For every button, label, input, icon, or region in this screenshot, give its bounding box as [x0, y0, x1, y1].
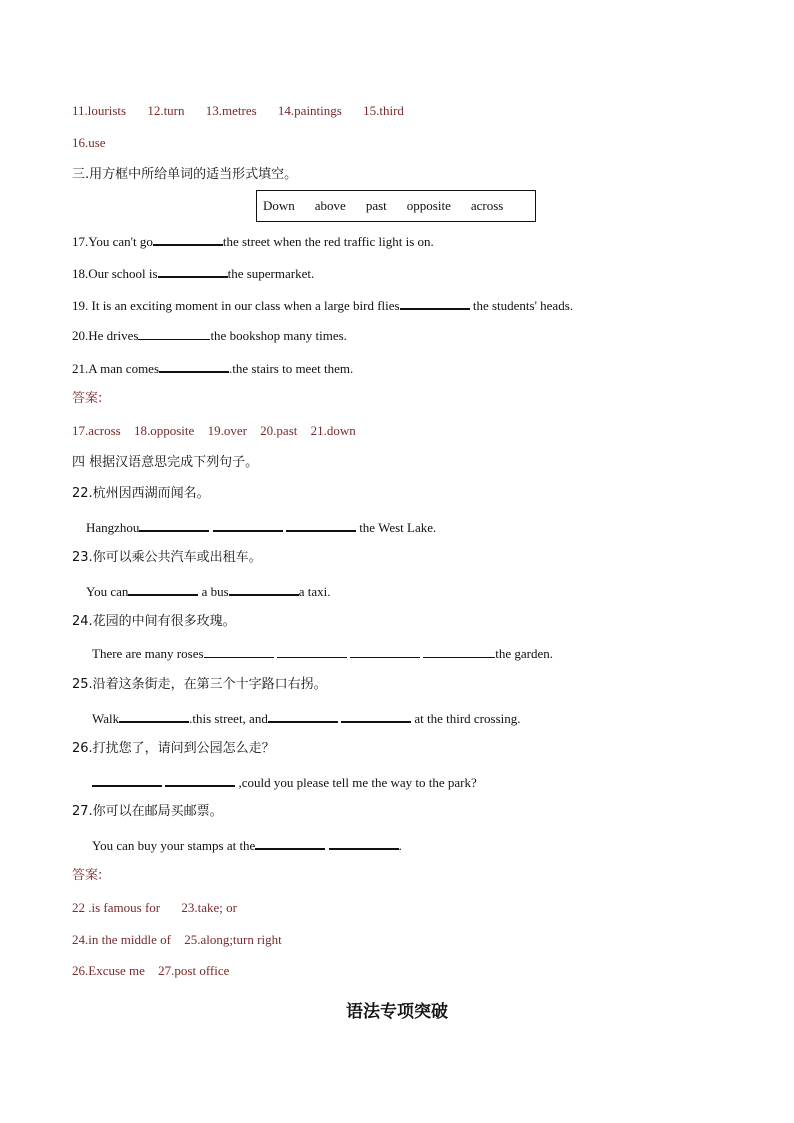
question-23: [86, 582, 331, 600]
answer-item: 20.past: [260, 423, 298, 438]
answer-item: 22 .is famous for: [72, 900, 161, 915]
word-box-item: past: [365, 198, 387, 213]
question-24: [92, 645, 553, 662]
question-18: [72, 264, 314, 282]
answer-item: 27.post office: [158, 963, 230, 978]
question-text: .this street, and: [189, 711, 268, 726]
question-text: There are many roses: [92, 646, 204, 661]
answer-item: 19.over: [207, 423, 247, 438]
answer-item: 15.third: [363, 103, 404, 118]
question-22-chinese: 22.杭州因西湖而闻名。: [72, 486, 210, 501]
question-text: Hangzhou: [86, 520, 140, 535]
question-text: the street when the red traffic light is on.: [222, 234, 434, 249]
question-27: [92, 836, 402, 854]
answer-blank[interactable]: [165, 773, 235, 787]
question-text: .: [398, 838, 402, 853]
question-text: .the stairs to meet them.: [229, 361, 354, 376]
word-box: [256, 190, 536, 222]
answer-blank[interactable]: [229, 582, 299, 596]
question-text: at the third crossing.: [414, 711, 521, 726]
question-26: [92, 773, 477, 791]
answer-blank[interactable]: [138, 327, 210, 340]
question-text: the supermarket.: [227, 266, 315, 281]
answer-blank[interactable]: [423, 645, 495, 658]
answers-row-16: 16.use: [72, 135, 106, 150]
question-text: the students' heads.: [472, 298, 574, 313]
question-22: [86, 518, 436, 536]
answers-row-26-27: [72, 963, 239, 979]
question-25: [92, 709, 521, 727]
question-text: a bus: [201, 584, 229, 599]
answer-item: 13.metres: [205, 103, 257, 118]
question-text: 17.You can't go: [72, 234, 153, 249]
answer-blank[interactable]: [128, 582, 198, 596]
answer-blank[interactable]: [350, 645, 420, 658]
answer-blank[interactable]: [204, 645, 274, 658]
answer-item: 23.take; or: [181, 900, 237, 915]
answer-item: 24.in the middle of: [72, 932, 171, 947]
answer-blank[interactable]: [268, 709, 338, 723]
word-box-item: across: [470, 198, 504, 213]
section-3-title: 三.用方框中所给单词的适当形式填空。: [72, 167, 298, 182]
answer-label: 答案:: [72, 391, 103, 406]
question-text: You can buy your stamps at the: [92, 838, 256, 853]
question-text: 19. It is an exciting moment in our class when a large bird flies: [72, 298, 400, 313]
answer-blank[interactable]: [400, 296, 470, 310]
answer-item: 17.across: [72, 423, 121, 438]
answer-label: 答案:: [72, 868, 103, 883]
question-23-chinese: 23.你可以乘公共汽车或出租车。: [72, 550, 262, 565]
question-17: [72, 232, 434, 250]
answers-row-24-25: [72, 932, 292, 948]
question-text: 20.He drives: [72, 328, 139, 343]
word-box-item: Down: [263, 198, 295, 213]
question-text: Walk: [92, 711, 120, 726]
question-text: You can: [86, 584, 129, 599]
answer-blank[interactable]: [92, 773, 162, 787]
answer-item: 14.paintings: [277, 103, 342, 118]
question-text: 18.Our school is: [72, 266, 158, 281]
word-box-item: above: [314, 198, 346, 213]
question-24-chinese: 24.花园的中间有很多玫瑰。: [72, 614, 236, 629]
answer-blank[interactable]: [153, 232, 223, 246]
answer-item: 11.lourists: [72, 103, 127, 118]
word-box-item: opposite: [406, 198, 451, 213]
answer-blank[interactable]: [158, 264, 228, 278]
question-21: [72, 359, 353, 377]
answer-item: 25.along;turn right: [184, 932, 282, 947]
section-4-title: 四 根据汉语意思完成下列句子。: [72, 455, 259, 470]
question-text: ,could you please tell me the way to the park?: [238, 775, 477, 790]
question-text: the garden.: [495, 646, 554, 661]
question-19: [72, 296, 573, 314]
answer-blank[interactable]: [341, 709, 411, 723]
question-27-chinese: 27.你可以在邮局买邮票。: [72, 804, 223, 819]
answer-blank[interactable]: [139, 518, 209, 532]
question-text: 21.A man comes: [72, 361, 160, 376]
question-25-chinese: 25.沿着这条街走，在第三个十字路口右拐。: [72, 677, 327, 692]
answer-blank[interactable]: [255, 836, 325, 850]
question-20: [72, 327, 347, 344]
answers-row-17-21: [72, 423, 366, 439]
answer-item: 26.Excuse me: [72, 963, 145, 978]
answer-blank[interactable]: [213, 518, 283, 532]
answer-item: 21.down: [310, 423, 356, 438]
answer-item: 18.opposite: [134, 423, 195, 438]
question-26-chinese: 26.打扰您了，请问到公园怎么走？: [72, 741, 275, 756]
answer-blank[interactable]: [119, 709, 189, 723]
question-text: the West Lake.: [359, 520, 437, 535]
answer-item: 12.turn: [147, 103, 185, 118]
answer-blank[interactable]: [159, 359, 229, 373]
answers-row-22-23: [72, 900, 255, 916]
section-heading: 语法专项突破: [346, 1002, 448, 1022]
answer-blank[interactable]: [286, 518, 356, 532]
answer-blank[interactable]: [329, 836, 399, 850]
answer-blank[interactable]: [277, 645, 347, 658]
question-text: a taxi.: [298, 584, 331, 599]
answers-row-11-15: [72, 103, 422, 119]
question-text: the bookshop many times.: [210, 328, 347, 343]
